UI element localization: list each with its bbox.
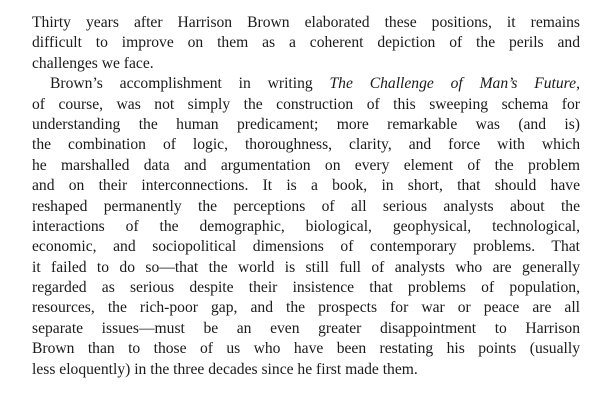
text-line: separate issues—must be an even greater disappointment to Harrison xyxy=(32,319,580,337)
text-line: the combination of logic, thoroughness, clarity, and force with which xyxy=(32,136,580,154)
text-line: less eloquently) in the three decades since he first made them. xyxy=(32,360,418,378)
text-line: understanding the human predicament; more remarkable was (and is) xyxy=(32,115,580,133)
text-line: of course, was not simply the construction of this sweeping schema for xyxy=(32,95,580,113)
text-line: economic, and sociopolitical dimensions of contemporary problems. That xyxy=(32,238,580,256)
book-title: The Challenge of Man’s Future, xyxy=(329,75,580,93)
paragraph-lead-text: Brown’s accomplishment in writing xyxy=(50,75,330,93)
text-line: interactions of the demographic, biological, geophysical, technological, xyxy=(32,217,580,235)
text-line-first xyxy=(32,74,580,94)
paragraph-1 xyxy=(32,13,580,74)
text-line: reshaped permanently the perceptions of all serious analysts about the xyxy=(32,197,580,215)
text-line: challenges we face. xyxy=(32,54,154,72)
text-line: it failed to do so—that the world is still full of analysts who are generally xyxy=(32,258,580,276)
text-line: he marshalled data and argumentation on every element of the problem xyxy=(32,156,580,174)
text-line: regarded as serious despite their insistence that problems of population, xyxy=(32,279,580,297)
text-line: and on their interconnections. It is a book, in short, that should have xyxy=(32,177,580,195)
text-line: difficult to improve on them as a coherent depiction of the perils and xyxy=(32,34,580,52)
text-line: Brown than to those of us who have been restating his points (usually xyxy=(32,340,580,358)
paragraph-2 xyxy=(32,74,580,380)
text-line: Thirty years after Harrison Brown elaborated these positions, it remains xyxy=(32,14,580,31)
text-line: resources, the rich-poor gap, and the prospects for war or peace are all xyxy=(32,299,580,317)
document-page xyxy=(32,13,580,380)
